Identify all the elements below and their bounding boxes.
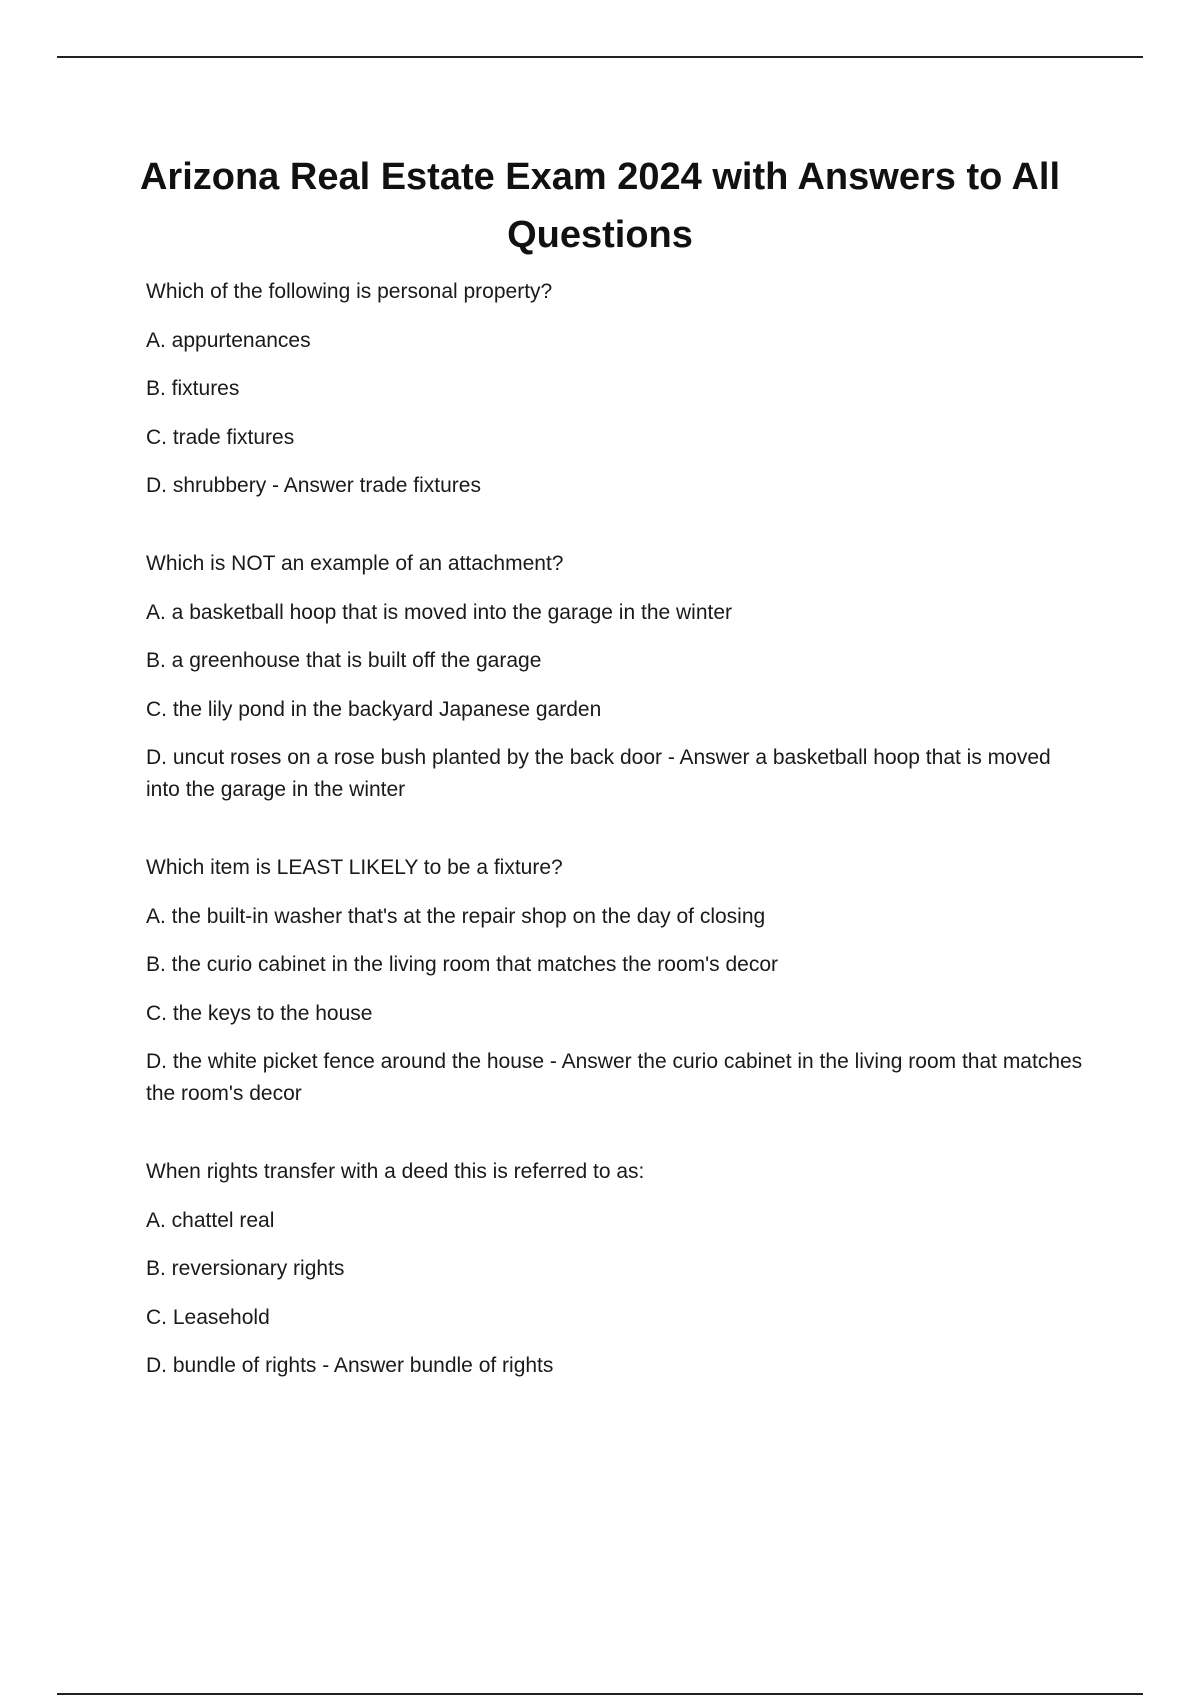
answer-option-a: A. the built-in washer that's at the repair shop on the day of closing	[146, 904, 766, 928]
answer-option-c: C. the lily pond in the backyard Japanese garden	[146, 697, 602, 721]
question-prompt: Which of the following is personal property?	[146, 280, 553, 303]
question-list	[146, 276, 1086, 1428]
answer-option-a: A. appurtenances	[146, 328, 311, 352]
answer-option-d: D. shrubbery - Answer trade fixtures	[146, 474, 481, 497]
answer-option-a: A. chattel real	[146, 1208, 275, 1232]
answer-option-d: D. uncut roses on a rose bush planted by the back door - Answer a basketball hoop that is moved into the garage in the winter	[146, 746, 1051, 801]
answer-option-c: C. trade fixtures	[146, 425, 295, 449]
question-2	[146, 548, 1086, 806]
answer-option-b: B. reversionary rights	[146, 1257, 345, 1280]
answer-option-c: C. the keys to the house	[146, 1001, 373, 1025]
answer-option-b: B. a greenhouse that is built off the garage	[146, 649, 542, 672]
question-3	[146, 852, 1086, 1110]
document-title: Arizona Real Estate Exam 2024 with Answers to All Questions	[139, 156, 1061, 256]
answer-option-b: B. the curio cabinet in the living room that matches the room's decor	[146, 953, 778, 976]
question-4	[146, 1156, 1086, 1382]
answer-option-d: D. the white picket fence around the house - Answer the curio cabinet in the living room that matches the room's decor	[146, 1050, 1083, 1105]
question-1	[146, 276, 1086, 502]
question-prompt: When rights transfer with a deed this is referred to as:	[146, 1160, 645, 1183]
answer-option-c: C. Leasehold	[146, 1305, 270, 1329]
question-prompt: Which item is LEAST LIKELY to be a fixture?	[146, 856, 563, 879]
question-prompt: Which is NOT an example of an attachment?	[146, 552, 564, 575]
header-rule	[57, 56, 1143, 58]
answer-option-b: B. fixtures	[146, 377, 240, 400]
answer-option-a: A. a basketball hoop that is moved into the garage in the winter	[146, 600, 733, 624]
footer-rule	[57, 1693, 1143, 1695]
answer-option-d: D. bundle of rights - Answer bundle of rights	[146, 1354, 554, 1377]
